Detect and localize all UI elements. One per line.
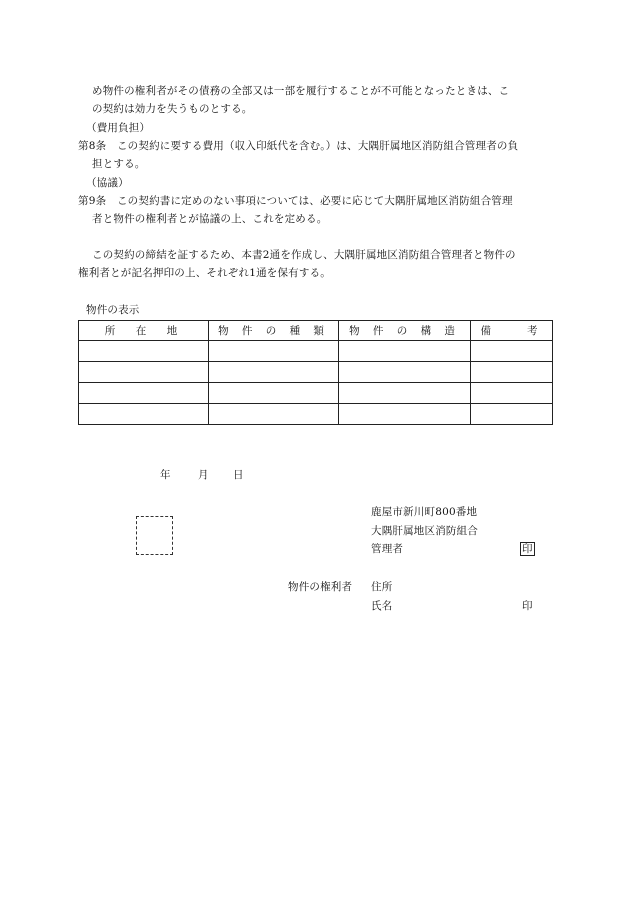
table-cell: [209, 383, 339, 404]
table-cell: [79, 362, 209, 383]
table-cell: [79, 404, 209, 425]
heading-consultation: （協議）: [86, 177, 129, 189]
article7-continuation-line1: め物件の権利者がその債務の全部又は一部を履行することが不可能となったときは、こ: [92, 85, 510, 97]
property-table: [78, 320, 553, 425]
table-cell: [339, 362, 471, 383]
header-property-type: 物 件 の 種 類: [209, 321, 339, 341]
table-header-row: [79, 321, 553, 341]
header-location: 所 在 地: [79, 321, 209, 341]
table-cell: [471, 362, 553, 383]
administrator-organization: 大隅肝属地区消防組合: [371, 525, 478, 537]
administrator-seal: 印: [522, 543, 533, 555]
table-row: [79, 362, 553, 383]
table-row: [79, 341, 553, 362]
table-cell: [79, 383, 209, 404]
date-year: 年: [160, 469, 171, 481]
right-holder-name-label: 氏名: [371, 600, 393, 612]
stamp-placeholder-box: [136, 516, 173, 555]
table-cell: [209, 341, 339, 362]
table-cell: [209, 404, 339, 425]
table-cell: [339, 383, 471, 404]
article8-line2: 担とする。: [92, 158, 146, 170]
administrator-role: 管理者: [371, 543, 404, 555]
header-property-structure: 物 件 の 構 造: [339, 321, 471, 341]
closing-paragraph-line1: この契約の締結を証するため、本書2通を作成し、大隅肝属地区消防組合管理者と物件の: [92, 249, 516, 261]
table-caption: 物件の表示: [86, 304, 140, 316]
table-cell: [339, 404, 471, 425]
table-cell: [339, 341, 471, 362]
right-holder-address-label: 住所: [371, 581, 393, 593]
table-cell: [471, 383, 553, 404]
table-cell: [471, 404, 553, 425]
date-day: 日: [233, 469, 244, 481]
table-cell: [79, 341, 209, 362]
right-holder-label: 物件の権利者: [288, 581, 353, 593]
table-cell: [471, 341, 553, 362]
article8-line1: 第8条 この契約に要する費用（収入印紙代を含む。）は、大隅肝属地区消防組合管理者の負: [78, 140, 519, 152]
table-row: [79, 383, 553, 404]
administrator-address: 鹿屋市新川町800番地: [371, 506, 478, 518]
article9-line2: 者と物件の権利者とが協議の上、これを定める。: [92, 213, 328, 225]
table-row: [79, 404, 553, 425]
right-holder-seal: 印: [522, 600, 533, 612]
closing-paragraph-line2: 権利者とが記名押印の上、それぞれ1通を保有する。: [78, 267, 331, 279]
table-cell: [209, 362, 339, 383]
article9-line1: 第9条 この契約書に定めのない事項については、必要に応じて大隅肝属地区消防組合管理: [78, 195, 513, 207]
header-remarks: 備 考: [471, 321, 553, 341]
heading-cost-burden: （費用負担）: [86, 122, 151, 134]
date-month: 月: [198, 469, 209, 481]
article7-continuation-line2: の契約は効力を失うものとする。: [92, 103, 253, 115]
